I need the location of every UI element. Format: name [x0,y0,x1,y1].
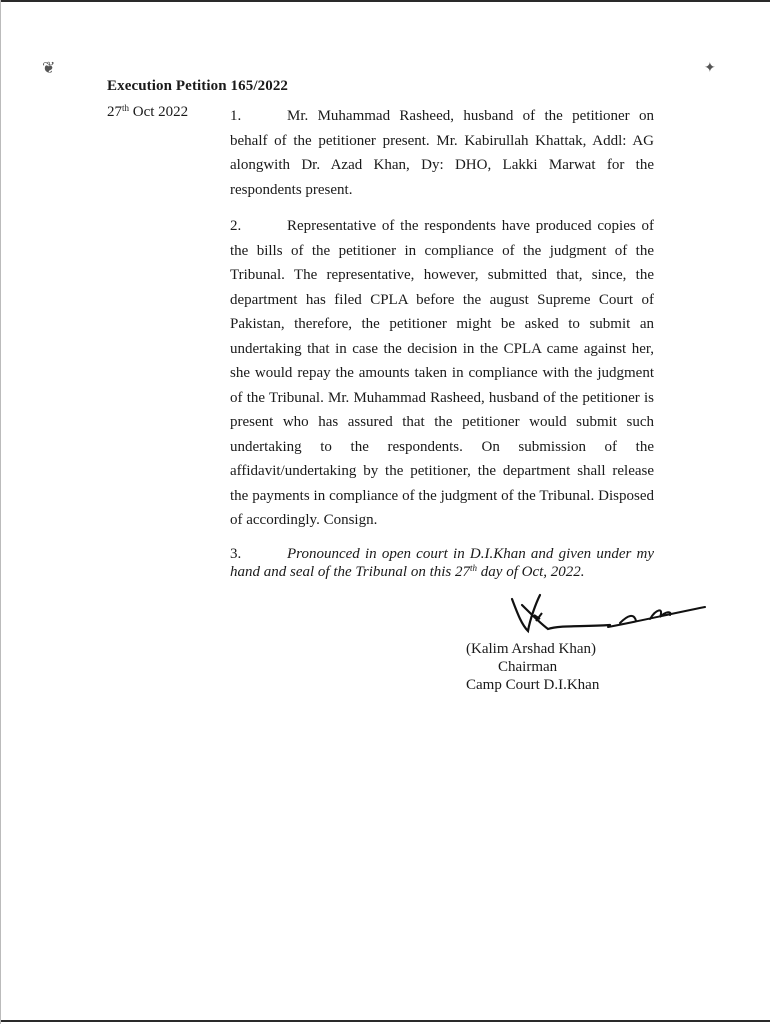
order-body [230,104,654,593]
date-month-year: Oct 2022 [129,104,189,120]
paragraph-text-sup: th [470,562,478,573]
paragraph-text: Mr. Muhammad Rasheed, husband of the petitioner on behalf of the petitioner present. Mr. Kabirullah Khattak, Addl: AG alongwith Dr. Azad Khan, Dy: DHO, Lakki Marwat for the respondents present. [230,108,654,198]
paragraph-2 [230,214,654,533]
paragraph-number: 2. [230,218,242,234]
case-title: Execution Petition 165/2022 [107,78,289,94]
paragraph-number: 1. [230,108,242,124]
scan-left-edge [0,0,1,1024]
date-suffix: th [122,103,130,113]
paragraph-3 [230,545,654,581]
date-day: 27 [107,104,122,120]
handwritten-signature [500,585,710,640]
paragraph-text-end: day of Oct, 2022. [477,563,585,580]
scan-speck-mark: ❦ [42,60,56,77]
scan-bottom-edge [0,1020,770,1022]
signatory-title: Chairman [498,659,558,675]
paragraph-text: Representative of the respondents have produced copies of the bills of the petitioner in compliance of the judgment of the Tribunal. The representative, however, submitted that, since, the department has filed CPLA before the august Supreme Court of Pakistan, therefore, the petitioner might be asked to submit an undertaking that in case the decision in the CPLA came against her, she would repay the amounts taken in compliance with the judgment of the Tribunal. Mr. Muhammad Rasheed, husband of the petitioner is present who has assured that the petitioner would submit such undertaking to the respondents. On submission of the affidavit/undertaking by the petitioner, the department shall release the payments in compliance of the judgment of the Tribunal. Disposed of accordingly. Consign. [230,218,654,528]
order-date [107,104,188,121]
signatory-court: Camp Court D.I.Khan [466,677,600,693]
scan-top-edge [0,0,770,2]
paragraph-1 [230,104,654,202]
paragraph-text: Pronounced in open court in D.I.Khan and given under my hand and seal of the Tribunal on this 27 [230,545,654,580]
signature-block [466,640,599,694]
paragraph-number: 3. [230,545,242,562]
signatory-name: (Kalim Arshad Khan) [466,641,596,657]
scan-speck-mark: ✦ [704,61,716,76]
